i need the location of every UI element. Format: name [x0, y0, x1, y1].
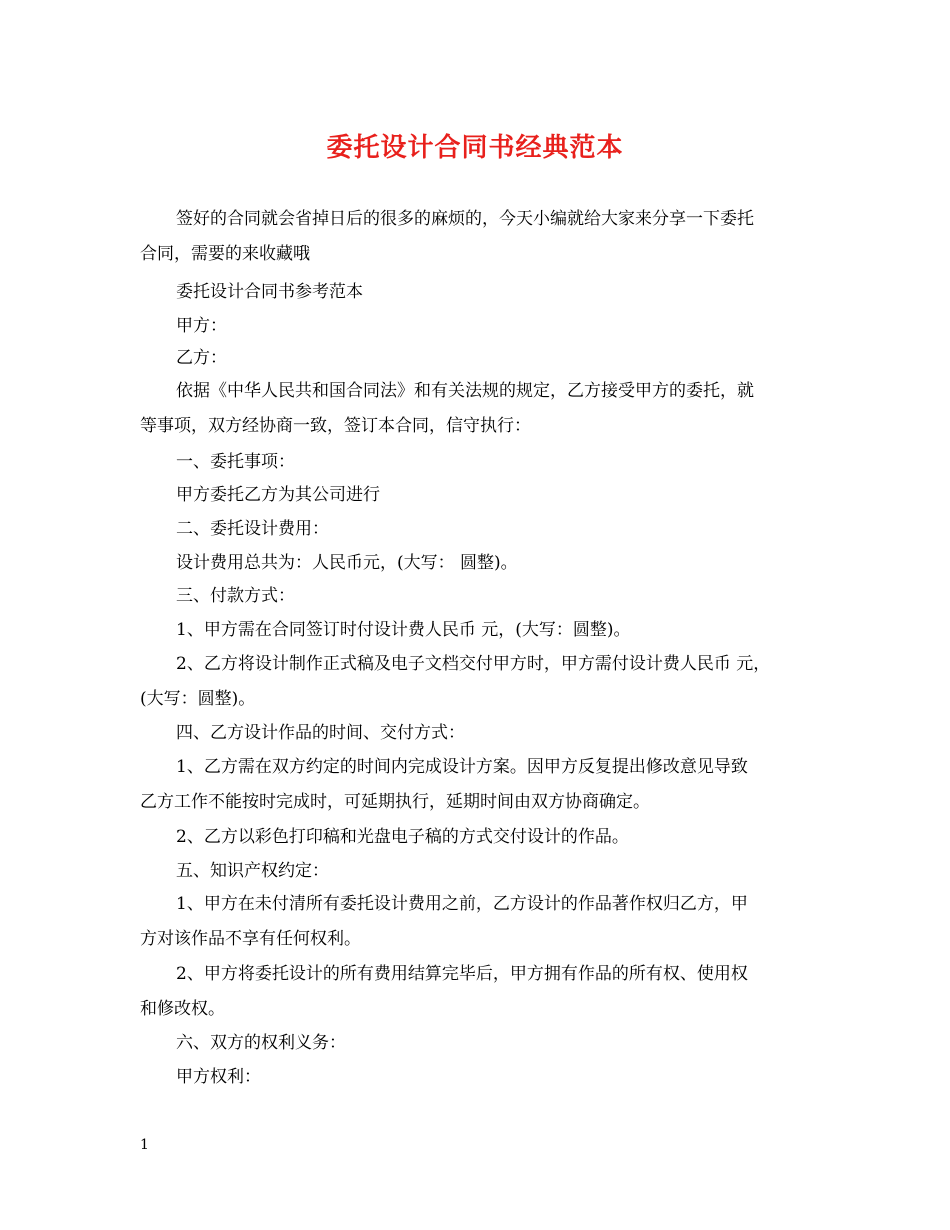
body-line: 等事项，双方经协商一致，签订本合同，信守执行：: [140, 416, 531, 436]
body-line: 和修改权。: [140, 999, 225, 1019]
body-line: 1、甲方在未付清所有委托设计费用之前，乙方设计的作品著作权归乙方，甲: [176, 894, 748, 914]
body-line: 2、甲方将委托设计的所有费用结算完毕后，甲方拥有作品的所有权、使用权: [176, 964, 748, 984]
body-line: 乙方工作不能按时完成时，可延期执行，延期时间由双方协商确定。: [140, 792, 650, 812]
body-line: 1、乙方需在双方约定的时间内完成设计方案。因甲方反复提出修改意见导致: [176, 757, 748, 777]
body-line: 甲方权利：: [176, 1067, 261, 1087]
section-heading: 三、付款方式：: [176, 586, 295, 606]
section-heading: 四、乙方设计作品的时间、交付方式：: [176, 723, 465, 743]
body-line: 乙方：: [176, 348, 227, 368]
body-line: 签好的合同就会省掉日后的很多的麻烦的，今天小编就给大家来分享一下委托: [176, 209, 754, 229]
page-number: 1: [140, 1137, 149, 1153]
body-line: 委托设计合同书参考范本: [176, 282, 363, 302]
section-heading: 二、委托设计费用：: [176, 519, 329, 539]
body-line: 甲方：: [176, 316, 227, 336]
section-heading: 五、知识产权约定：: [176, 861, 329, 881]
body-line: 2、乙方将设计制作正式稿及电子文档交付甲方时，甲方需付设计费人民币 元，: [176, 654, 771, 674]
section-heading: 一、委托事项：: [176, 452, 295, 472]
body-line: 甲方委托乙方为其公司进行: [176, 485, 380, 505]
document-title: 委托设计合同书经典范本: [326, 133, 624, 163]
body-line: 1、甲方需在合同签订时付设计费人民币 元，(大写：圆整)。: [176, 620, 631, 640]
body-line: 方对该作品不享有任何权利。: [140, 929, 361, 949]
section-heading: 六、双方的权利义务：: [176, 1033, 346, 1053]
body-line: 设计费用总共为：人民币元，(大写： 圆整)。: [176, 553, 518, 573]
body-line: 依据《中华人民共和国合同法》和有关法规的规定，乙方接受甲方的委托，就: [176, 381, 754, 401]
body-line: 2、乙方以彩色打印稿和光盘电子稿的方式交付设计的作品。: [176, 827, 629, 847]
body-line: 合同，需要的来收藏哦: [140, 244, 310, 264]
body-line: (大写：圆整)。: [140, 689, 256, 709]
